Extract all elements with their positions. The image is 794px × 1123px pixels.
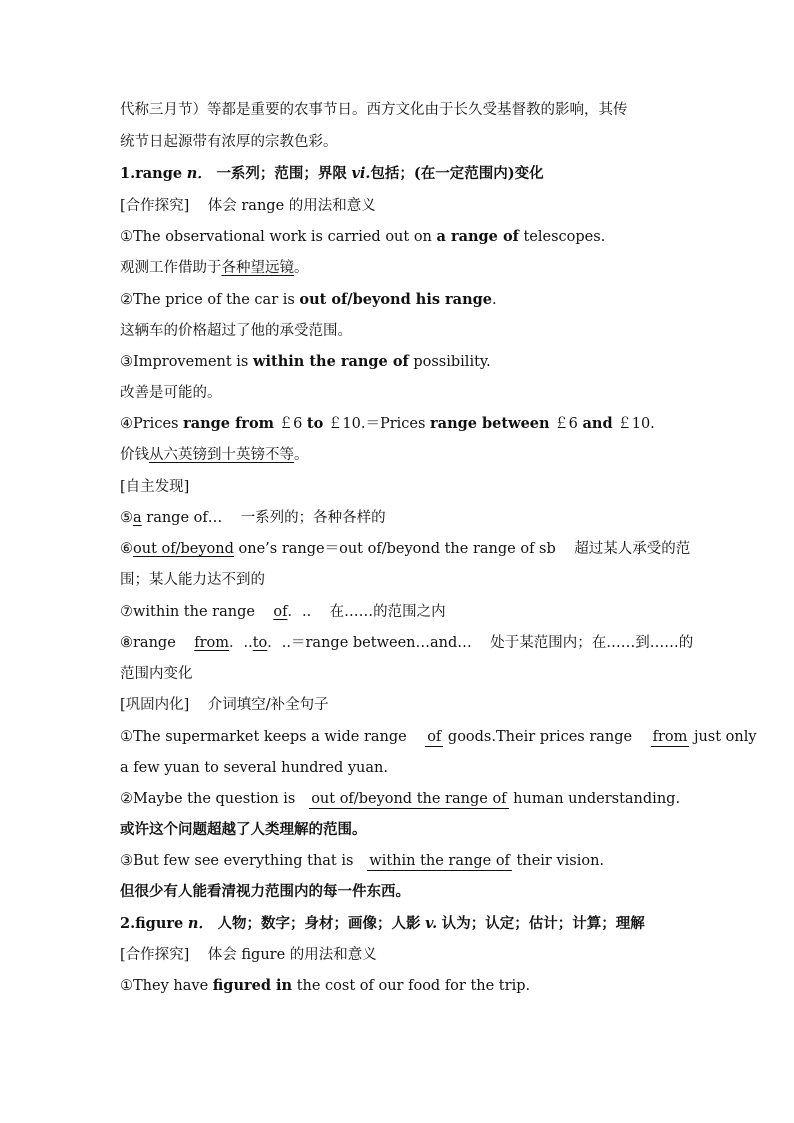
translation-underlined: 各种望远镜 <box>221 260 294 276</box>
example-text: ￡6 <box>549 416 583 432</box>
answer-blank: within the range of <box>369 853 510 869</box>
answer-blank: from <box>652 729 688 745</box>
figure-pos-verb: v. <box>425 915 438 932</box>
exercise-text: just only <box>693 729 757 745</box>
range-heading <box>120 164 544 184</box>
discover-label: [自主发现] <box>120 479 190 495</box>
exercise-text: ③But few see everything that is <box>120 853 354 869</box>
figure-pos-noun: n． <box>187 915 213 932</box>
answer-blank: out of/beyond the range of <box>311 791 507 807</box>
example-phrase: to <box>306 415 324 432</box>
example-phrase: a range of <box>436 228 519 245</box>
exercise-1 <box>120 727 757 747</box>
explore-label: [合作探究] <box>120 198 190 214</box>
finding-text: ⑦within the range <box>120 604 255 620</box>
translation-text: 。 <box>294 260 309 276</box>
intro-line-1: 代称三月节）等都是重要的农事节日。西方文化由于长久受基督教的影响，其传 <box>120 102 628 118</box>
example-text: telescopes. <box>518 229 606 245</box>
example-phrase: within the range of <box>253 353 409 370</box>
exercise-text: their vision. <box>516 853 605 869</box>
consolidate-text: 介词填空/补全句子 <box>207 697 329 713</box>
finding-text: ．.. <box>287 604 312 620</box>
finding-text: range of… <box>141 510 223 526</box>
range-headword: 1.range <box>120 165 183 182</box>
range-example-2-cn: 这辆车的价格超过了他的承受范围。 <box>120 323 352 339</box>
finding-8-cont: 范围内变化 <box>120 666 193 682</box>
finding-5 <box>120 508 386 528</box>
finding-meaning: 在……的范围之内 <box>329 604 446 620</box>
translation-text: 观测工作借助于 <box>120 260 222 276</box>
answer-blank: a <box>133 510 142 526</box>
finding-meaning: 处于某范围内；在……到……的 <box>490 635 694 651</box>
figure-headword: 2.figure <box>120 915 184 932</box>
example-text: ④Prices <box>120 416 184 432</box>
explore-text: 体会 range 的用法和意义 <box>207 198 376 214</box>
exercise-3 <box>120 851 604 871</box>
answer-blank: of <box>273 604 288 620</box>
example-text: ①The observational work is carried out on <box>120 229 437 245</box>
finding-8 <box>120 633 693 653</box>
figure-example-1 <box>120 976 530 996</box>
finding-meaning: 一系列的；各种各样的 <box>240 510 386 526</box>
answer-blank: of <box>427 729 442 745</box>
intro-line-2: 统节日起源带有浓厚的宗教色彩。 <box>120 134 338 150</box>
figure-def-verb: 认为；认定；估计；计算；理解 <box>441 915 645 932</box>
example-text: ③Improvement is <box>120 354 253 370</box>
range-def-noun: 一系列；范围；界限 <box>216 165 347 182</box>
example-text: possibility. <box>408 354 491 370</box>
item-number: ⑥ <box>120 541 133 557</box>
translation-underlined: 从六英镑到十英镑不等 <box>149 447 294 463</box>
item-number: ⑤ <box>120 510 133 526</box>
example-text: ￡10.＝Prices <box>323 416 431 432</box>
range-def-verb: 包括；(在一定范围内)变化 <box>370 165 544 182</box>
range-example-3 <box>120 352 491 372</box>
answer-blank: to <box>252 635 268 651</box>
example-phrase: figured in <box>212 977 293 994</box>
range-pos-noun: n． <box>186 165 212 182</box>
answer-blank: from <box>194 635 229 651</box>
example-phrase: and <box>582 415 613 432</box>
example-text: . <box>491 292 497 308</box>
range-example-3-cn: 改善是可能的。 <box>120 385 222 401</box>
consolidate-row <box>120 695 329 715</box>
exercise-text: human understanding. <box>513 791 681 807</box>
range-pos-verb: vi. <box>351 165 371 182</box>
explore-label: [合作探究] <box>120 947 190 963</box>
example-phrase: range from <box>183 415 274 432</box>
explore-text: 体会 figure 的用法和意义 <box>207 947 377 963</box>
finding-text: ．..＝range between…and… <box>267 635 472 651</box>
range-explore-row <box>120 196 376 216</box>
finding-text: ．.. <box>229 635 253 651</box>
example-phrase: out of/beyond his range <box>299 291 492 308</box>
example-text: ①They have <box>120 978 213 994</box>
range-example-1-cn <box>120 258 309 278</box>
finding-text: one’s range＝out of/beyond the range of sb <box>233 541 556 557</box>
example-phrase: range between <box>430 415 550 432</box>
example-text: ￡6 <box>273 416 307 432</box>
exercise-1-cont: a few yuan to several hundred yuan. <box>120 760 388 776</box>
finding-7 <box>120 602 446 622</box>
exercise-text: ①The supermarket keeps a wide range <box>120 729 407 745</box>
exercise-text: ②Maybe the question is <box>120 791 296 807</box>
range-example-1 <box>120 227 605 247</box>
consolidate-label: [巩固内化] <box>120 697 190 713</box>
finding-text: ⑧range <box>120 635 176 651</box>
exercise-text: goods.Their prices range <box>447 729 633 745</box>
example-text: ②The price of the car is <box>120 292 300 308</box>
exercise-2 <box>120 789 680 809</box>
finding-meaning: 超过某人承受的范 <box>574 541 691 557</box>
range-example-2 <box>120 290 497 310</box>
exercise-2-cn: 或许这个问题超越了人类理解的范围。 <box>120 821 367 838</box>
range-example-4 <box>120 414 655 434</box>
figure-def-noun: 人物；数字；身材；画像；人影 <box>217 915 421 932</box>
translation-text: 。 <box>294 447 309 463</box>
example-text: ￡10. <box>612 416 655 432</box>
finding-6 <box>120 539 690 559</box>
example-text: the cost of our food for the trip. <box>292 978 531 994</box>
range-example-4-cn <box>120 445 309 465</box>
figure-explore-row <box>120 945 377 965</box>
answer-blank: out of/beyond <box>133 541 234 557</box>
exercise-3-cn: 但很少有人能看清视力范围内的每一件东西。 <box>120 883 410 900</box>
translation-text: 价钱 <box>120 447 149 463</box>
figure-heading <box>120 914 645 934</box>
finding-6-cont: 围；某人能力达不到的 <box>120 572 265 588</box>
